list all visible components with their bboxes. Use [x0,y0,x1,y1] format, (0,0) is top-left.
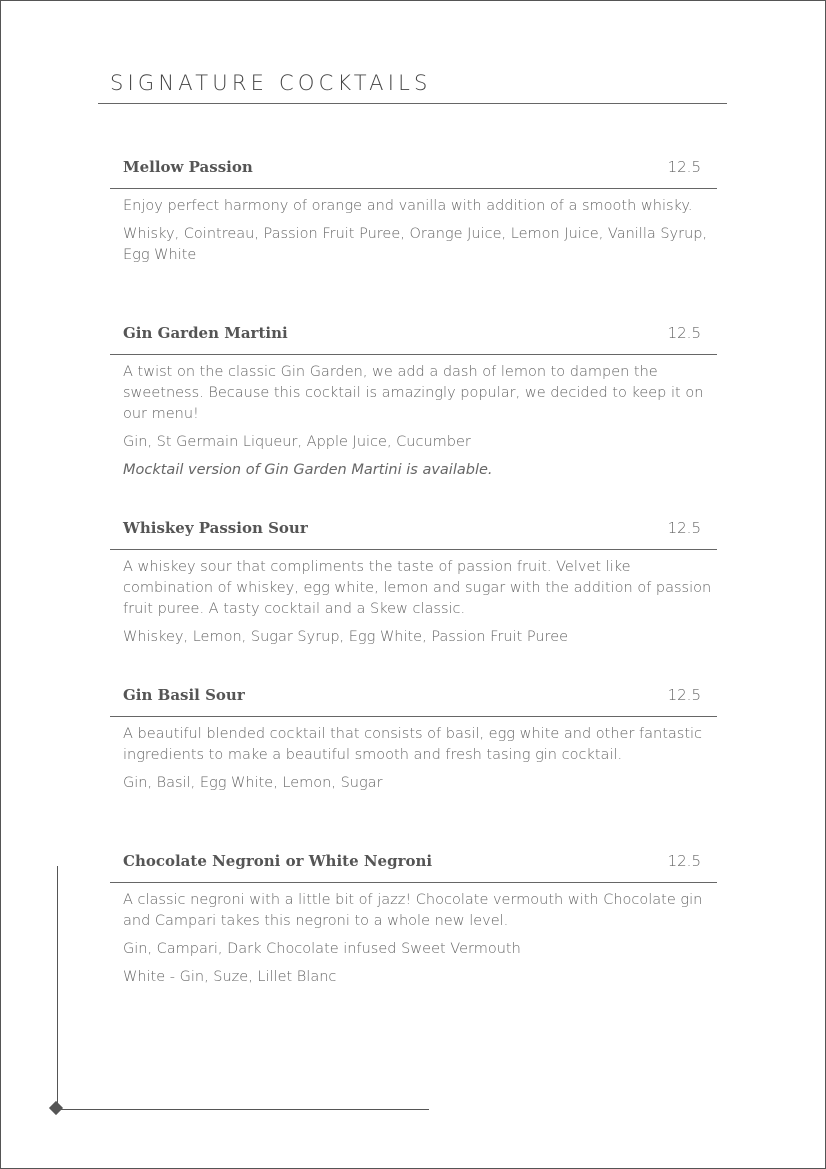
menu-item-price: 12.5 [667,686,701,704]
menu-item-name: Whiskey Passion Sour [123,519,308,537]
menu-item-body [110,550,713,648]
menu-item-name: Gin Garden Martini [123,324,288,342]
menu-item-price: 12.5 [667,324,701,342]
menu-item-body [110,189,713,266]
title-divider [98,103,727,104]
menu-item-price: 12.5 [667,158,701,176]
menu-item-header [110,519,717,550]
menu-item-name: Gin Basil Sour [123,686,245,704]
menu-item-ingredients: Gin, St Germain Liqueur, Apple Juice, Cucumber [123,434,471,450]
menu-item-body [110,717,713,794]
menu-item-mellow-passion [110,158,717,273]
menu-item-whiskey-passion-sour [110,519,717,655]
menu-item-description: A beautiful blended cocktail that consists of basil, egg white and other fantastic ingredients to make a beautiful smooth and fresh tasing gin cocktail. [123,726,703,763]
menu-item-price: 12.5 [667,519,701,537]
corner-decoration-vertical-line [57,866,58,1109]
menu-item-price: 12.5 [667,852,701,870]
menu-item-ingredients: Whiskey, Lemon, Sugar Syrup, Egg White, Passion Fruit Puree [123,629,569,645]
menu-item-description: A whiskey sour that compliments the taste of passion fruit. Velvet like combination of whiskey, egg white, lemon and sugar with the addition of passion fruit puree. A tasty cocktail and a Skew classic. [123,559,712,617]
menu-item-note: Mocktail version of Gin Garden Martini is available. [123,462,493,478]
menu-item-gin-basil-sour [110,686,717,801]
corner-decoration-horizontal-line [57,1109,429,1110]
menu-item-variant: White - Gin, Suze, Lillet Blanc [123,969,337,985]
menu-item-ingredients: Gin, Campari, Dark Chocolate infused Sweet Vermouth [123,941,521,957]
menu-item-ingredients: Whisky, Cointreau, Passion Fruit Puree, Orange Juice, Lemon Juice, Vanilla Syrup, Egg White [123,226,708,263]
section-title: SIGNATURE COCKTAILS [110,71,432,95]
menu-item-name: Mellow Passion [123,158,253,176]
menu-item-header [110,852,717,883]
menu-item-ingredients: Gin, Basil, Egg White, Lemon, Sugar [123,775,383,791]
menu-item-description: A classic negroni with a little bit of jazz! Chocolate vermouth with Chocolate gin and Campari takes this negroni to a whole new level. [123,892,703,929]
menu-item-body [110,355,713,481]
menu-item-header [110,158,717,189]
menu-item-body [110,883,713,988]
menu-item-gin-garden-martini [110,324,717,488]
menu-item-header [110,686,717,717]
menu-item-name: Chocolate Negroni or White Negroni [123,852,433,870]
menu-item-description: A twist on the classic Gin Garden, we add a dash of lemon to dampen the sweetness. Because this cocktail is amazingly popular, we decided to keep it on our menu! [123,364,704,422]
menu-item-header [110,324,717,355]
menu-item-chocolate-negroni [110,852,717,995]
menu-item-description: Enjoy perfect harmony of orange and vanilla with addition of a smooth whisky. [123,198,693,214]
